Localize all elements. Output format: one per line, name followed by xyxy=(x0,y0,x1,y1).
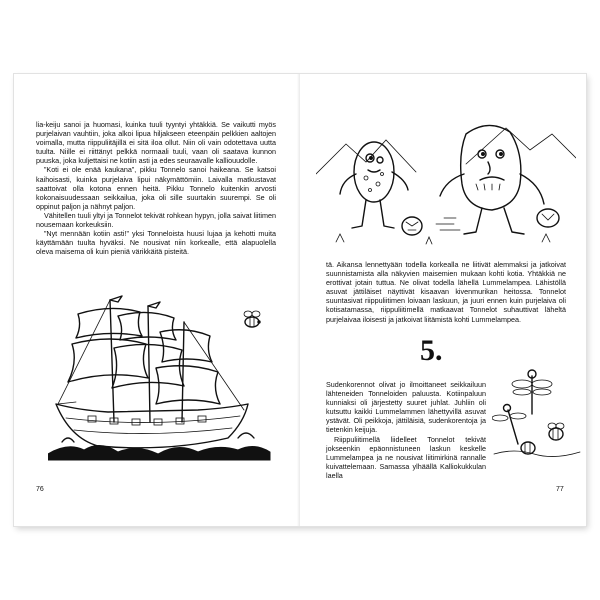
paragraph: tä. Aikansa lennettyään todella korkealla ne liitivät alemmaksi ja jatkoivat suunnistamista alla näkyvien maisemien mukaan kohti kotia. Yhtäkkiä ne erottivat jotain tuttua. Ne olivat todella lähellä Lummelampea. Lähistöllä asuvat jättiläiset näyttivät kisaavan kivenmurikan heitossa. Tonnelot suuntasivat riippuliitimen loivaan laskuun, ja juuri ennen kuin purjelaiva oli kotisatamassa, riippuliitimellä matkaavat Tonnelot suhauttivat läheltä purjelaivaa iloisesti ja jatkoivat liitämistä kohti Lummelampea. xyxy=(326,260,566,324)
paragraph: Vähitellen tuuli yltyi ja Tonnelot tekivät rohkean hypyn, jolla saivat liitimen nousemaan korkeuksiin. xyxy=(36,210,276,230)
page-number: 77 xyxy=(556,486,564,493)
right-page-text-bottom xyxy=(326,380,486,480)
page-number: 76 xyxy=(36,486,44,493)
paragraph: lia-keiju sanoi ja huomasi, kuinka tuuli tyyntyi yhtäkkiä. Se vaikutti myös purjelaivan vauhtiin, joka alkoi lipua hiljakseen eteenpäin pelkkien aaltojen voimalla, mutta riippuliitäjillä ei sitä iloa ollut. Niin oli vain odotettava uutta tuulta. Niille ei riittänyt pelkkä normaali tuuli, vaan oli saatava kunnon puuska, joka kuljettaisi ne kotiin asti ja edes seuraavalle kalliouudolle. xyxy=(36,120,276,166)
left-page-text xyxy=(36,120,276,256)
giants-throwing-rocks-illustration xyxy=(316,114,576,254)
paragraph: Riippuliitimellä liidelleet Tonnelot tekivät jokseenkin epäonnistuneen laskun keskelle Lummelampea ja ne nousivat liitimirkinä rannalle kuivattelemaan. Samassa ylhäällä Kalliokukkulan laella xyxy=(326,434,486,480)
paragraph: ”Nyt mennään kotiin asti!” yksi Tonneloista huusi lujaa ja kehotti muita käyttämään tuulta hyväksi. Ne nousivat niin korkealle, että alapuolella oleva maisema oli kuin pieniä värikkäitä pisteitä. xyxy=(36,229,276,257)
paragraph: ”Koti ei ole enää kaukana”, pikku Tonnelo sanoi haikeana. Se katsoi kaihoisasti, kuinka purjelaiva lipui näkymättömiin. Laivalla matkustavat saattoivat olla kotona ennen heitä. Pikku Tonnelo kuitenkin arvosti kokonaisuudessaan seikkailua, joka oli sille suurtakin suurempi. Se oli oppinut paljon ja nähnyt paljon. xyxy=(36,165,276,211)
right-page xyxy=(300,74,586,526)
dragonflies-and-bees-illustration xyxy=(492,364,584,460)
sailing-ship-illustration xyxy=(48,292,278,472)
paragraph: Sudenkorennot olivat jo ilmoittaneet seikkailuun lähteneiden Tonneloiden paluusta. Kotiinpaluun kunniaksi oli järjestetty suuret juhlat. Juhliin oli kutsuttu kaikki Lummelammen lähettyvillä asuvat ystävät. Oli peikkoja, jättiläisiä, sudenkorentoja ja tietenkin keijuja. xyxy=(326,380,486,435)
left-page xyxy=(14,74,300,526)
right-page-text-top xyxy=(326,260,566,324)
chapter-number: 5. xyxy=(420,334,443,367)
book-spread xyxy=(14,74,586,526)
